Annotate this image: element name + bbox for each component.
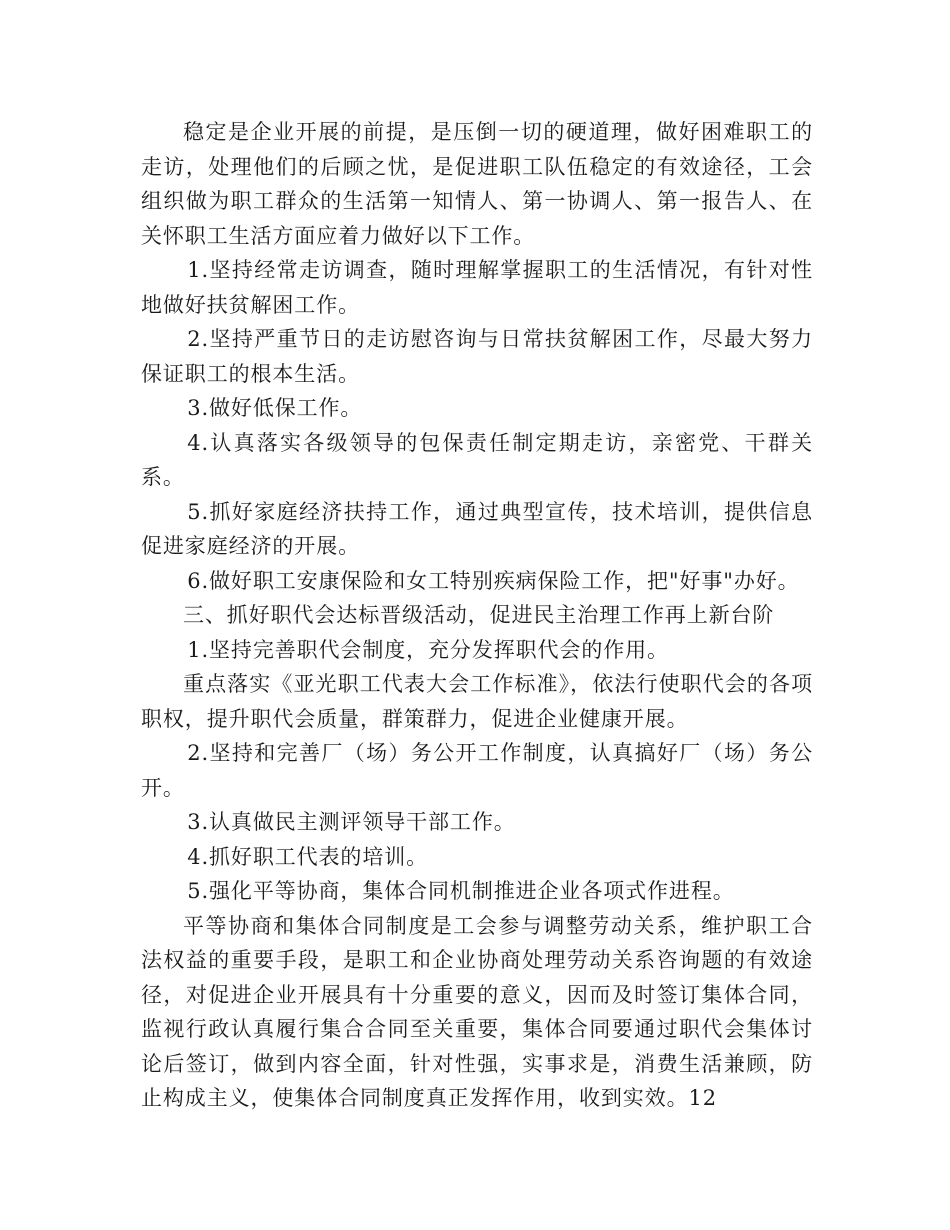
list-item: 4.抓好职工代表的培训。: [187, 844, 429, 869]
paragraph-closing: 平等协商和集体合同制度是工会参与调整劳动关系，维护职工合法权益的重要手段，是职工和企业协商处理劳动关系咨询题的有效途径，对促进企业开展具有十分重要的意义，因而及时签订集体合同，监视行政认真履行集合合同至关重要，集体合同要通过职代会集体讨论后签订，做到内容全面，针对性强，实事求是，消费生活兼顾，防止构成主义，使集体合同制度真正发挥作用，收到实效。12: [141, 913, 813, 1110]
section-heading: 三、抓好职代会达标晋级活动，促进民主治理工作再上新台阶: [183, 603, 775, 627]
list-item: 3.做好低保工作。: [187, 396, 363, 420]
list-item: 1.坚持完善职代会制度，充分发挥职代会的作用。: [187, 637, 669, 662]
list-item: 2.坚持和完善厂（场）务公开工作制度，认真搞好厂（场）务公开。: [141, 741, 813, 800]
list-item: 3.认真做民主测评领导干部工作。: [187, 810, 516, 834]
list-item: 4.认真落实各级领导的包保责任制定期走访，亲密党、干群关系。: [141, 430, 813, 489]
paragraph: 重点落实《亚光职工代表大会工作标准》，依法行使职代会的各项职权，提升职代会质量，群策群力，促进企业健康开展。: [141, 672, 813, 731]
list-item: 1.坚持经常走访调查，随时理解掌握职工的生活情况，有针对性地做好扶贫解困工作。: [141, 258, 813, 317]
list-item: 5.抓好家庭经济扶持工作，通过典型宣传，技术培训，提供信息促进家庭经济的开展。: [141, 499, 813, 558]
list-item: 6.做好职工安康保险和女工特别疾病保险工作，把"好事"办好。: [187, 568, 800, 593]
document-body: [141, 115, 813, 1116]
list-item: 2.坚持严重节日的走访慰咨询与日常扶贫解困工作，尽最大努力保证职工的根本生活。: [141, 327, 813, 386]
paragraph-intro: 稳定是企业开展的前提，是压倒一切的硬道理，做好困难职工的走访，处理他们的后顾之忧，是促进职工队伍稳定的有效途径，工会组织做为职工群众的生活第一知情人、第一协调人、第一报告人、在关怀职工生活方面应着力做好以下工作。: [141, 120, 813, 248]
list-item: 5.强化平等协商，集体合同机制推进企业各项式作进程。: [187, 879, 735, 903]
